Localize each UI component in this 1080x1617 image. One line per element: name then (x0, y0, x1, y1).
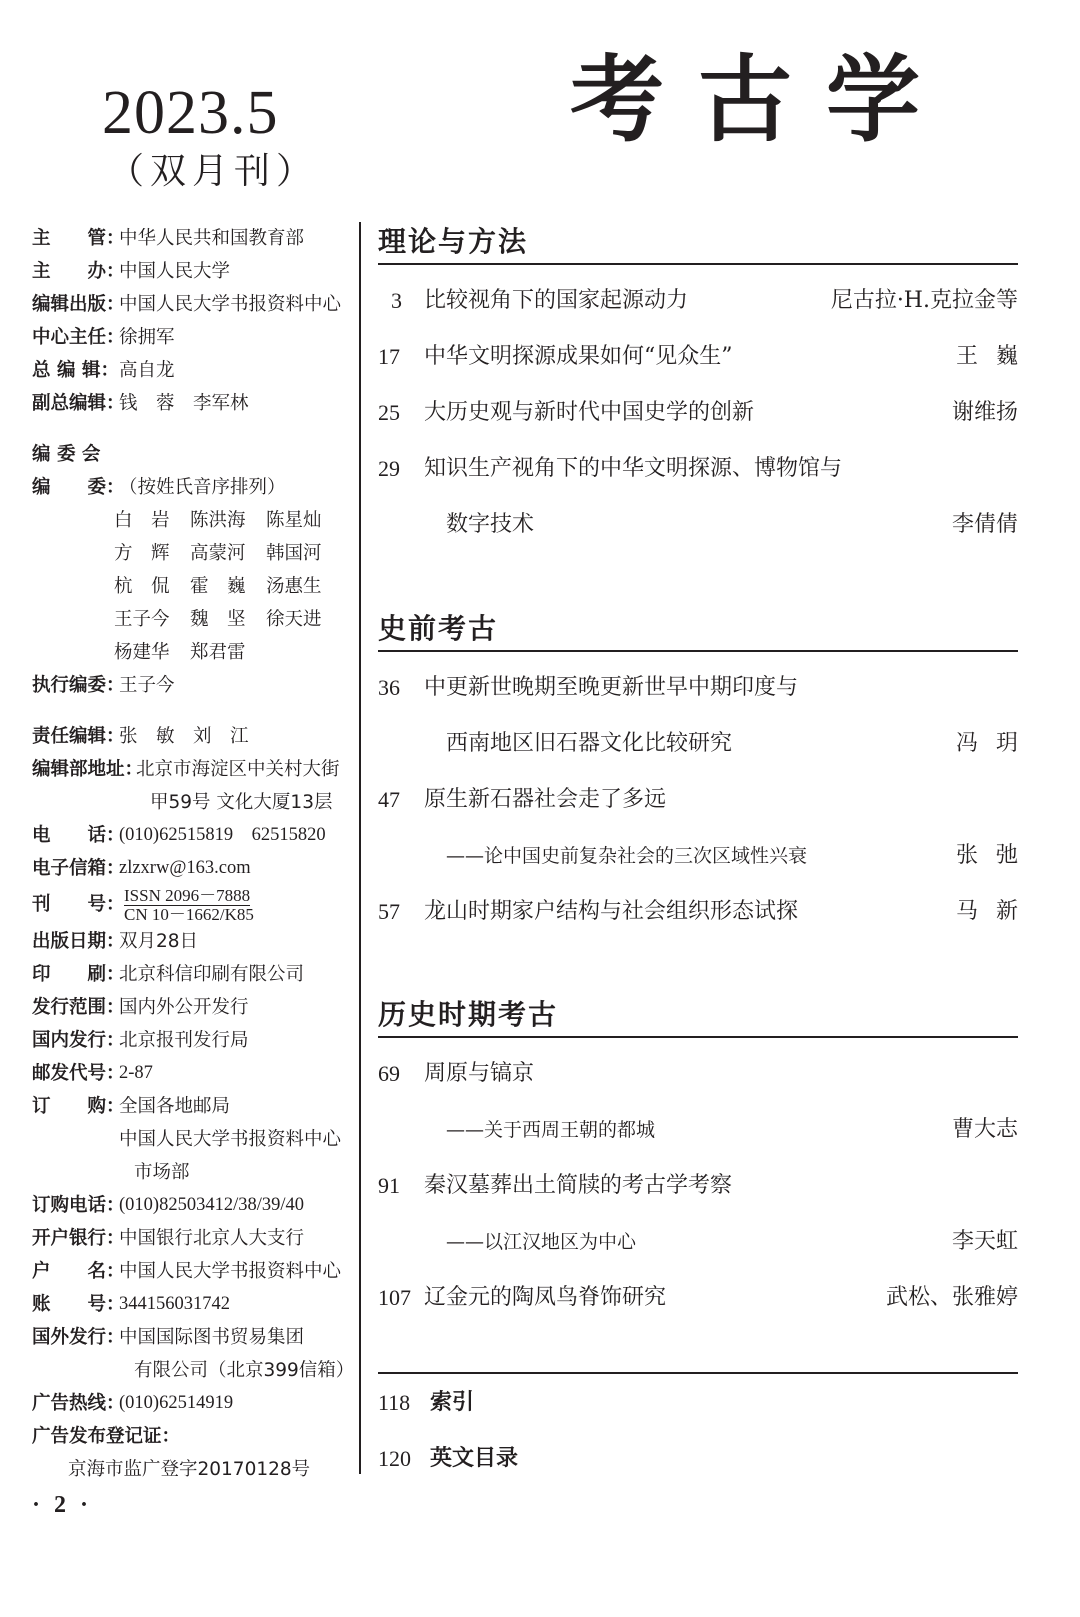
toc-author: 张弛 (955, 843, 1036, 868)
toc-page: 3 (391, 288, 402, 313)
masthead-row-subscription-cont (32, 1156, 362, 1189)
label: 订购电话： (32, 1195, 125, 1216)
label: 邮发代号： (32, 1063, 125, 1084)
board-member: 陈洪海 (190, 510, 246, 531)
toc-entry[interactable] (378, 1278, 1018, 1318)
value: 2-87 (119, 1063, 153, 1083)
toc-page: 57 (378, 899, 400, 924)
masthead-row-sponsor (32, 255, 362, 288)
label: 国外发行： (32, 1327, 125, 1348)
page-number: · 2 · (32, 1492, 93, 1518)
value: 344156031742 (119, 1294, 230, 1314)
toc-title: 索引 (430, 1390, 475, 1415)
toc-entry[interactable] (378, 668, 1018, 708)
value: 北京报刊发行局 (119, 1030, 249, 1051)
label: 账 号： (32, 1294, 125, 1315)
toc-author: 武松、张雅婷 (885, 1285, 1018, 1310)
column-divider (359, 222, 361, 1474)
board-member: 郑君雷 (190, 642, 246, 663)
label: 副总编辑： (32, 393, 125, 414)
toc-title: 中华文明探源成果如何“见众生” (424, 344, 733, 369)
board-members-row (32, 603, 362, 636)
label: 责任编辑： (32, 726, 125, 747)
toc-subtitle: ——论中国史前复杂社会的三次区域性兴衰 (446, 845, 808, 867)
masthead-row-board (32, 471, 362, 504)
label: 出版日期： (32, 931, 125, 952)
toc-section-title: 理论与方法 (378, 225, 529, 258)
masthead-row-responsible-editors (32, 720, 362, 753)
masthead-row-ad-hotline (32, 1387, 362, 1420)
label: 发行范围： (32, 997, 125, 1018)
value: 京海市监广登字20170128号 (68, 1459, 311, 1480)
masthead-row-ad-license-cont (32, 1453, 362, 1486)
masthead-row-executive-board (32, 669, 362, 702)
board-member: 高蒙河 (190, 543, 246, 564)
masthead-row-subscription-phone (32, 1189, 362, 1222)
toc-entry[interactable] (378, 1166, 1018, 1206)
toc-entry-cont[interactable] (378, 724, 1036, 764)
toc-entry[interactable] (378, 892, 1036, 932)
masthead (32, 222, 362, 1486)
toc-title: 英文目录 (430, 1446, 519, 1471)
value: 徐拥军 (119, 327, 175, 348)
toc-page: 29 (378, 456, 400, 481)
masthead-row-subscription-cont (32, 1123, 362, 1156)
value: 中华人民共和国教育部 (119, 228, 305, 249)
value: 高自龙 (119, 360, 175, 381)
toc-section-title: 史前考古 (378, 612, 499, 645)
label: 执行编委： (32, 675, 125, 696)
value: 中国人民大学书报资料中心 (119, 1129, 342, 1150)
toc-page: 47 (378, 787, 400, 812)
masthead-row-distribution-scope (32, 991, 362, 1024)
masthead-row-email (32, 852, 362, 885)
masthead-row-postal-code (32, 1057, 362, 1090)
value: (010)82503412/38/39/40 (119, 1195, 304, 1215)
masthead-row-address-cont (32, 786, 362, 819)
publication-frequency: （双月刊） (108, 151, 319, 192)
toc-title: 秦汉墓葬出土简牍的考古学考察 (424, 1173, 733, 1198)
value: 全国各地邮局 (119, 1096, 231, 1117)
value: 市场部 (134, 1162, 190, 1183)
label: 编 委： (32, 477, 125, 498)
toc-page: 118 (378, 1390, 411, 1415)
value: 王子今 (119, 675, 175, 696)
toc-author: 冯玥 (955, 731, 1036, 756)
board-members-row (32, 570, 362, 603)
masthead-row-supervisor (32, 222, 362, 255)
toc-title: 知识生产视角下的中华文明探源、博物馆与 (424, 456, 843, 481)
board-member: 汤惠生 (266, 576, 322, 597)
label: 电 话： (32, 825, 125, 846)
toc-title-cont: 西南地区旧石器文化比较研究 (446, 731, 733, 756)
toc-title: 辽金元的陶凤鸟脊饰研究 (424, 1285, 667, 1310)
toc-entry-subtitle[interactable] (378, 1222, 1018, 1262)
toc-author: 曹大志 (951, 1117, 1018, 1142)
value: 中国国际图书贸易集团 (119, 1327, 305, 1348)
label: 电子信箱： (32, 858, 125, 879)
label: 主 管： (32, 228, 125, 249)
label: 刊 号： (32, 894, 125, 915)
masthead-row-foreign-distribution-cont (32, 1354, 362, 1387)
masthead-row-pub-date (32, 925, 362, 958)
toc-title: 原生新石器社会走了多远 (424, 787, 667, 812)
toc-page: 17 (378, 344, 400, 369)
toc-subtitle: ——以江汉地区为中心 (446, 1231, 637, 1253)
toc-entry-cont[interactable] (378, 505, 1018, 545)
board-members-row (32, 636, 362, 669)
board-member: 霍 巍 (190, 576, 246, 597)
issn-number: ISSN 2096－7888 (124, 886, 251, 905)
board-members-row (32, 537, 362, 570)
section-rule (378, 650, 1018, 652)
value: (010)62515819 62515820 (119, 825, 326, 845)
label: 总 编 辑： (32, 360, 119, 381)
masthead-row-account-number (32, 1288, 362, 1321)
board-members-row (32, 504, 362, 537)
toc-page: 120 (378, 1446, 411, 1471)
toc-author: 尼古拉·H.克拉金等 (830, 288, 1018, 313)
toc-author: 王巍 (955, 344, 1036, 369)
masthead-row-account-name (32, 1255, 362, 1288)
masthead-row-publisher (32, 288, 362, 321)
toc-page: 69 (378, 1061, 400, 1086)
value: 国内外公开发行 (119, 997, 249, 1018)
section-rule (378, 263, 1018, 265)
board-member: 杭 侃 (114, 576, 170, 597)
toc-title: 比较视角下的国家起源动力 (424, 288, 689, 313)
label: 编辑部地址： (32, 759, 144, 780)
label: 主 办： (32, 261, 125, 282)
value: 中国银行北京人大支行 (119, 1228, 305, 1249)
board-member: 杨建华 (114, 642, 170, 663)
masthead-row-ad-license (32, 1420, 362, 1453)
toc-section-title: 历史时期考古 (378, 998, 559, 1031)
board-member: 魏 坚 (190, 609, 246, 630)
toc-entry-subtitle[interactable] (378, 836, 1036, 876)
label: 广告热线： (32, 1393, 125, 1414)
toc-page: 25 (378, 400, 400, 425)
toc-author: 马新 (955, 899, 1036, 924)
section-rule (378, 1036, 1018, 1038)
value: 张 敏 刘 江 (119, 726, 249, 747)
toc-page: 107 (378, 1285, 411, 1310)
toc-title: 周原与镐京 (424, 1061, 535, 1086)
masthead-row-subscription (32, 1090, 362, 1123)
value: 中国人民大学书报资料中心 (119, 1261, 342, 1282)
board-member: 白 岩 (114, 510, 170, 531)
masthead-row-address (32, 753, 362, 786)
masthead-row-chief-editor (32, 354, 362, 387)
masthead-board-title (32, 438, 362, 471)
value: 有限公司（北京399信箱） (134, 1360, 355, 1381)
toc-title-cont: 数字技术 (446, 512, 535, 537)
value: 北京市海淀区中关村大街 (136, 759, 340, 780)
board-member: 陈星灿 (266, 510, 322, 531)
board-member: 徐天进 (266, 609, 322, 630)
masthead-row-foreign-distribution (32, 1321, 362, 1354)
label: 中心主任： (32, 327, 125, 348)
masthead-row-serial (32, 885, 362, 925)
toc-author: 谢维扬 (951, 400, 1018, 425)
board-note: （按姓氏音序排列） (119, 477, 286, 498)
label: 印 刷： (32, 964, 125, 985)
label: 国内发行： (32, 1030, 125, 1051)
toc-title: 大历史观与新时代中国史学的创新 (424, 400, 755, 425)
issue-number: 2023.5 (102, 79, 279, 147)
masthead-row-deputy-editors (32, 387, 362, 420)
value: 双月28日 (119, 931, 199, 952)
toc-entry[interactable] (378, 281, 1018, 321)
toc-entry[interactable] (378, 780, 1018, 820)
masthead-row-phone (32, 819, 362, 852)
masthead-row-director (32, 321, 362, 354)
board-title: 编 委 会 (32, 444, 101, 465)
label: 开户银行： (32, 1228, 125, 1249)
toc-entry[interactable] (378, 449, 1018, 489)
value: 钱 蓉 李军林 (119, 393, 249, 414)
value: 中国人民大学 (119, 261, 231, 282)
toc-entry[interactable] (378, 1054, 1018, 1094)
label: 编辑出版： (32, 294, 125, 315)
value: 甲59号 文化大厦13层 (150, 792, 333, 813)
masthead-row-domestic-distribution (32, 1024, 362, 1057)
toc-title: 龙山时期家户结构与社会组织形态试探 (424, 899, 799, 924)
toc-entry-subtitle[interactable] (378, 1110, 1018, 1150)
label: 广告发布登记证： (32, 1426, 181, 1447)
toc-author: 李天虹 (951, 1229, 1018, 1254)
toc-page: 91 (378, 1173, 400, 1198)
board-member: 韩国河 (266, 543, 322, 564)
masthead-row-printer (32, 958, 362, 991)
label: 户 名： (32, 1261, 125, 1282)
value: zlzxrw@163.com (119, 858, 251, 878)
label: 订 购： (32, 1096, 125, 1117)
toc-entry[interactable] (378, 393, 1018, 433)
toc-title: 中更新世晚期至晚更新世早中期印度与 (424, 675, 799, 700)
serial-numbers (124, 887, 254, 924)
toc-entry[interactable] (378, 337, 1036, 377)
value: 北京科信印刷有限公司 (119, 964, 305, 985)
toc-author: 李倩倩 (951, 512, 1018, 537)
cn-number: CN 10－1662/K85 (124, 905, 254, 924)
board-member: 方 辉 (114, 543, 170, 564)
toc-subtitle: ——关于西周王朝的都城 (446, 1119, 656, 1141)
masthead-row-bank (32, 1222, 362, 1255)
value: 中国人民大学书报资料中心 (119, 294, 342, 315)
board-member: 王子今 (114, 609, 170, 630)
value: (010)62514919 (119, 1393, 234, 1413)
back-matter-rule (378, 1372, 1018, 1374)
toc-page: 36 (378, 675, 400, 700)
journal-title: 考古学 (570, 45, 955, 155)
